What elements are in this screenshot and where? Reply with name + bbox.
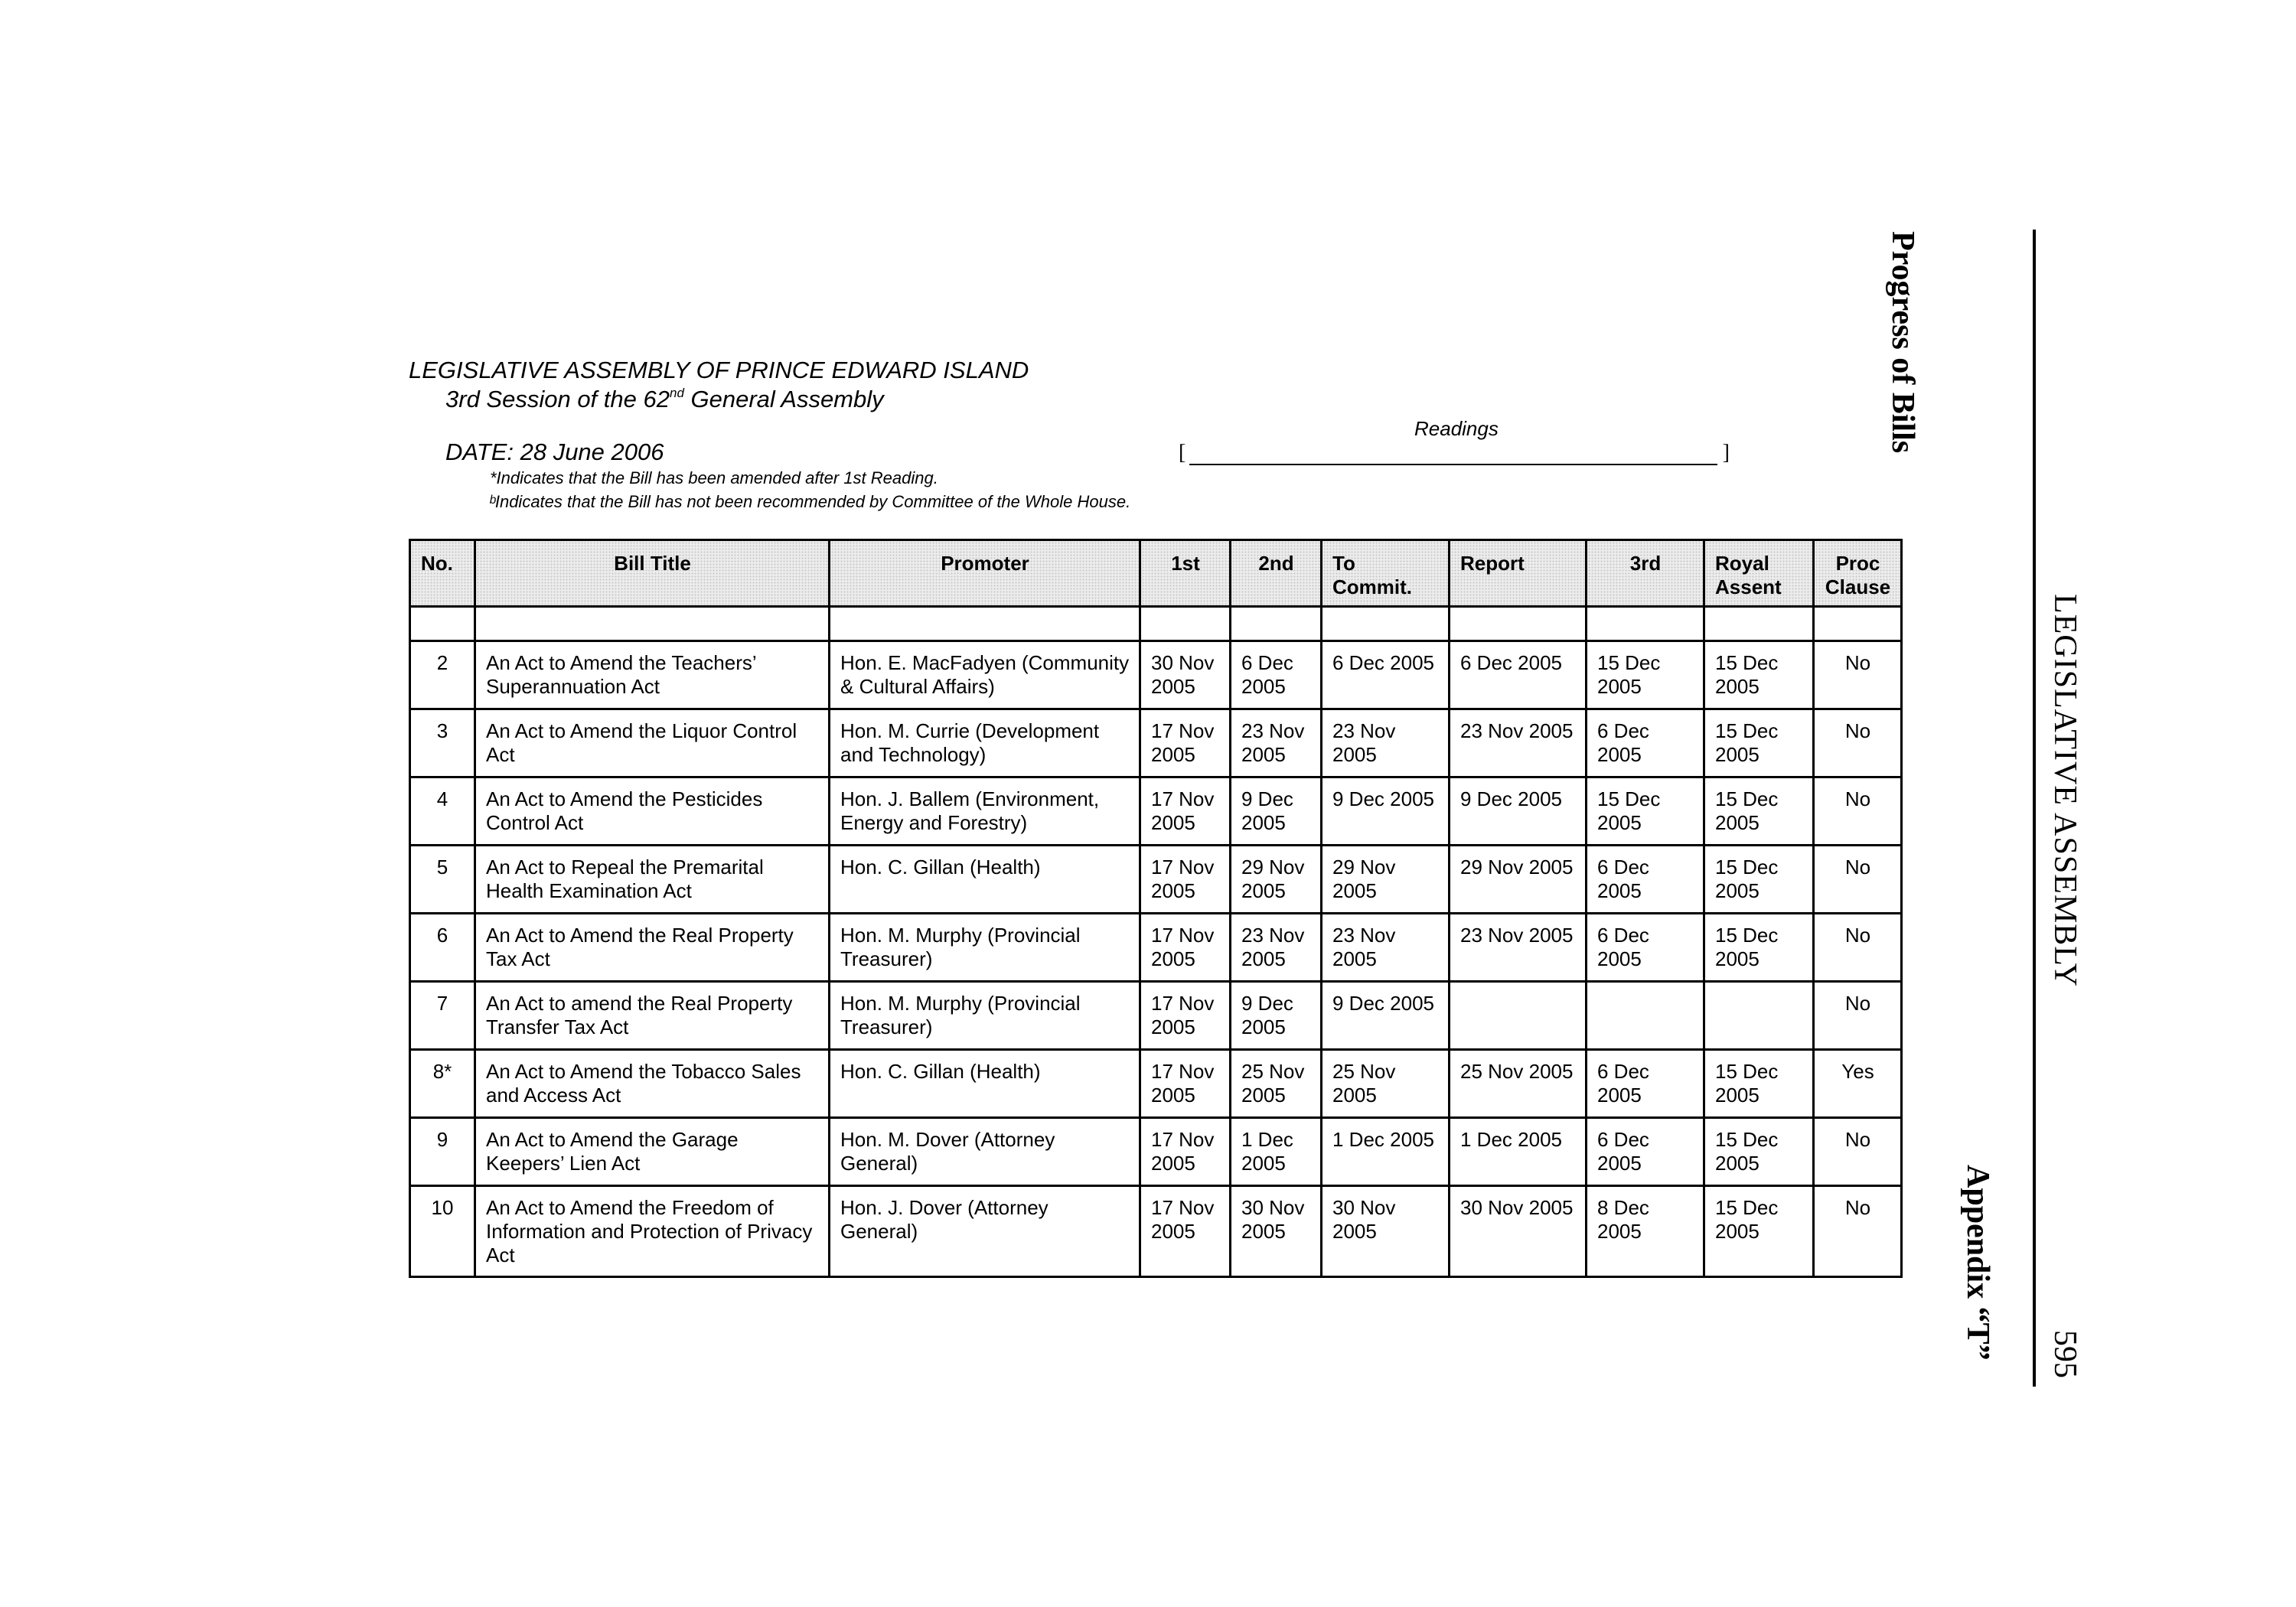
report-cell: [1450, 982, 1587, 1050]
table-cell: [410, 607, 475, 641]
table-row: [410, 1118, 1902, 1186]
table-row: [410, 641, 1902, 709]
report-cell: 1 Dec 2005: [1450, 1118, 1587, 1186]
report-cell: 23 Nov 2005: [1450, 914, 1587, 982]
royal-assent-cell: 15 Dec 2005: [1704, 641, 1814, 709]
date-line: DATE: 28 June 2006: [445, 438, 664, 465]
first-reading-cell: 17 Nov 2005: [1140, 914, 1231, 982]
table-cell: [830, 607, 1140, 641]
bill-title-cell: An Act to Amend the Freedom of Information and Protection of Privacy Act: [475, 1186, 830, 1277]
bill-number-cell: 10: [410, 1186, 475, 1277]
report-cell: 25 Nov 2005: [1450, 1050, 1587, 1118]
table-row: [410, 914, 1902, 982]
session-line: [445, 386, 884, 413]
note-amended: *Indicates that the Bill has been amended after 1st Reading.: [490, 468, 938, 487]
bill-number-cell: 6: [410, 914, 475, 982]
promoter-cell: Hon. M. Dover (Attorney General): [830, 1118, 1140, 1186]
first-reading-cell: 17 Nov 2005: [1140, 846, 1231, 914]
proc-clause-cell: Yes: [1814, 1050, 1902, 1118]
first-reading-cell: 17 Nov 2005: [1140, 1186, 1231, 1277]
table-cell: [1704, 607, 1814, 641]
proc-clause-cell: No: [1814, 777, 1902, 846]
second-reading-cell: 23 Nov 2005: [1231, 914, 1322, 982]
bill-title-cell: An Act to Amend the Liquor Control Act: [475, 709, 830, 777]
legislative-assembly-heading: LEGISLATIVE ASSEMBLY: [2047, 594, 2082, 987]
proc-clause-cell: No: [1814, 641, 1902, 709]
royal-assent-cell: 15 Dec 2005: [1704, 1050, 1814, 1118]
readings-bracket: [1179, 441, 1730, 468]
second-reading-cell: 9 Dec 2005: [1231, 777, 1322, 846]
col-header: 3rd: [1587, 540, 1704, 607]
bill-number-cell: 7: [410, 982, 475, 1050]
second-reading-cell: 1 Dec 2005: [1231, 1118, 1322, 1186]
promoter-cell: Hon. J. Ballem (Environment, Energy and Forestry): [830, 777, 1140, 846]
first-reading-cell: 17 Nov 2005: [1140, 777, 1231, 846]
appendix-label: Appendix “T”: [1960, 1165, 1995, 1361]
first-reading-cell: 17 Nov 2005: [1140, 1050, 1231, 1118]
report-cell: 23 Nov 2005: [1450, 709, 1587, 777]
table-cell: [475, 607, 830, 641]
report-cell: 9 Dec 2005: [1450, 777, 1587, 846]
session-superscript: nd: [669, 386, 684, 400]
royal-assent-cell: 15 Dec 2005: [1704, 914, 1814, 982]
second-reading-cell: 25 Nov 2005: [1231, 1050, 1322, 1118]
first-reading-cell: 30 Nov 2005: [1140, 641, 1231, 709]
report-cell: 30 Nov 2005: [1450, 1186, 1587, 1277]
col-header: To Commit.: [1322, 540, 1450, 607]
progress-of-bills-title: Progress of Bills: [1885, 231, 1920, 454]
bill-number-cell: 8*: [410, 1050, 475, 1118]
promoter-cell: Hon. M. Murphy (Provincial Treasurer): [830, 982, 1140, 1050]
bracket-right: ]: [1722, 441, 1730, 464]
royal-assent-cell: 15 Dec 2005: [1704, 709, 1814, 777]
table-row: [410, 777, 1902, 846]
proc-clause-cell: No: [1814, 914, 1902, 982]
col-header: No.: [410, 540, 475, 607]
table-cell: [1450, 607, 1587, 641]
second-reading-cell: 29 Nov 2005: [1231, 846, 1322, 914]
third-reading-cell: 6 Dec 2005: [1587, 709, 1704, 777]
proc-clause-cell: No: [1814, 982, 1902, 1050]
col-header: Proc Clause: [1814, 540, 1902, 607]
bill-title-cell: An Act to Amend the Teachers’ Superannuation Act: [475, 641, 830, 709]
table-cell: [1140, 607, 1231, 641]
third-reading-cell: 6 Dec 2005: [1587, 1118, 1704, 1186]
royal-assent-cell: 15 Dec 2005: [1704, 777, 1814, 846]
assembly-name: LEGISLATIVE ASSEMBLY OF PRINCE EDWARD ISLAND: [409, 357, 1029, 383]
bill-title-cell: An Act to Repeal the Premarital Health Examination Act: [475, 846, 830, 914]
royal-assent-cell: 15 Dec 2005: [1704, 1186, 1814, 1277]
bill-title-cell: An Act to Amend the Pesticides Control Act: [475, 777, 830, 846]
to-committee-cell: 25 Nov 2005: [1322, 1050, 1450, 1118]
bill-number-cell: 2: [410, 641, 475, 709]
note-not-recommended: ᵇIndicates that the Bill has not been recommended by Committee of the Whole House.: [490, 492, 1131, 511]
table-row: [410, 982, 1902, 1050]
table-cell: [1322, 607, 1450, 641]
to-committee-cell: 30 Nov 2005: [1322, 1186, 1450, 1277]
to-committee-cell: 23 Nov 2005: [1322, 709, 1450, 777]
third-reading-cell: 8 Dec 2005: [1587, 1186, 1704, 1277]
col-header: Royal Assent: [1704, 540, 1814, 607]
readings-label: Readings: [1414, 417, 1499, 440]
promoter-cell: Hon. M. Murphy (Provincial Treasurer): [830, 914, 1140, 982]
bill-number-cell: 5: [410, 846, 475, 914]
col-header: 2nd: [1231, 540, 1322, 607]
to-committee-cell: 9 Dec 2005: [1322, 777, 1450, 846]
second-reading-cell: 30 Nov 2005: [1231, 1186, 1322, 1277]
report-cell: 6 Dec 2005: [1450, 641, 1587, 709]
bracket-left: [: [1179, 441, 1186, 464]
second-reading-cell: 6 Dec 2005: [1231, 641, 1322, 709]
third-reading-cell: 15 Dec 2005: [1587, 641, 1704, 709]
table-row: [410, 1186, 1902, 1277]
bill-title-cell: An Act to amend the Real Property Transfer Tax Act: [475, 982, 830, 1050]
session-suffix: General Assembly: [683, 386, 884, 412]
royal-assent-cell: 15 Dec 2005: [1704, 1118, 1814, 1186]
table-cell: [1231, 607, 1322, 641]
bill-number-cell: 9: [410, 1118, 475, 1186]
table-row: [410, 1050, 1902, 1118]
third-reading-cell: [1587, 982, 1704, 1050]
col-header: Report: [1450, 540, 1587, 607]
royal-assent-cell: [1704, 982, 1814, 1050]
second-reading-cell: 23 Nov 2005: [1231, 709, 1322, 777]
table-row: [410, 846, 1902, 914]
blank-row: [410, 607, 1902, 641]
proc-clause-cell: No: [1814, 709, 1902, 777]
bill-number-cell: 4: [410, 777, 475, 846]
table-header-row: [410, 540, 1902, 607]
bill-number-cell: 3: [410, 709, 475, 777]
session-prefix: 3rd Session of the 62: [445, 386, 670, 412]
promoter-cell: Hon. J. Dover (Attorney General): [830, 1186, 1140, 1277]
bracket-rule: [1189, 464, 1717, 465]
royal-assent-cell: 15 Dec 2005: [1704, 846, 1814, 914]
table-row: [410, 709, 1902, 777]
report-cell: 29 Nov 2005: [1450, 846, 1587, 914]
proc-clause-cell: No: [1814, 1118, 1902, 1186]
proc-clause-cell: No: [1814, 846, 1902, 914]
second-reading-cell: 9 Dec 2005: [1231, 982, 1322, 1050]
to-committee-cell: 9 Dec 2005: [1322, 982, 1450, 1050]
bill-title-cell: An Act to Amend the Tobacco Sales and Access Act: [475, 1050, 830, 1118]
third-reading-cell: 15 Dec 2005: [1587, 777, 1704, 846]
promoter-cell: Hon. C. Gillan (Health): [830, 1050, 1140, 1118]
col-header: Promoter: [830, 540, 1140, 607]
promoter-cell: Hon. C. Gillan (Health): [830, 846, 1140, 914]
col-header: 1st: [1140, 540, 1231, 607]
first-reading-cell: 17 Nov 2005: [1140, 709, 1231, 777]
table-cell: [1814, 607, 1902, 641]
col-header: Bill Title: [475, 540, 830, 607]
bills-table: [409, 539, 1903, 1278]
to-committee-cell: 29 Nov 2005: [1322, 846, 1450, 914]
page-number: 595: [2047, 1330, 2082, 1378]
third-reading-cell: 6 Dec 2005: [1587, 846, 1704, 914]
table-cell: [1587, 607, 1704, 641]
margin-rule: [2033, 230, 2036, 1387]
to-committee-cell: 23 Nov 2005: [1322, 914, 1450, 982]
to-committee-cell: 1 Dec 2005: [1322, 1118, 1450, 1186]
promoter-cell: Hon. E. MacFadyen (Community & Cultural Affairs): [830, 641, 1140, 709]
proc-clause-cell: No: [1814, 1186, 1902, 1277]
third-reading-cell: 6 Dec 2005: [1587, 914, 1704, 982]
first-reading-cell: 17 Nov 2005: [1140, 982, 1231, 1050]
bill-title-cell: An Act to Amend the Real Property Tax Act: [475, 914, 830, 982]
to-committee-cell: 6 Dec 2005: [1322, 641, 1450, 709]
first-reading-cell: 17 Nov 2005: [1140, 1118, 1231, 1186]
third-reading-cell: 6 Dec 2005: [1587, 1050, 1704, 1118]
bill-title-cell: An Act to Amend the Garage Keepers’ Lien Act: [475, 1118, 830, 1186]
promoter-cell: Hon. M. Currie (Development and Technology): [830, 709, 1140, 777]
